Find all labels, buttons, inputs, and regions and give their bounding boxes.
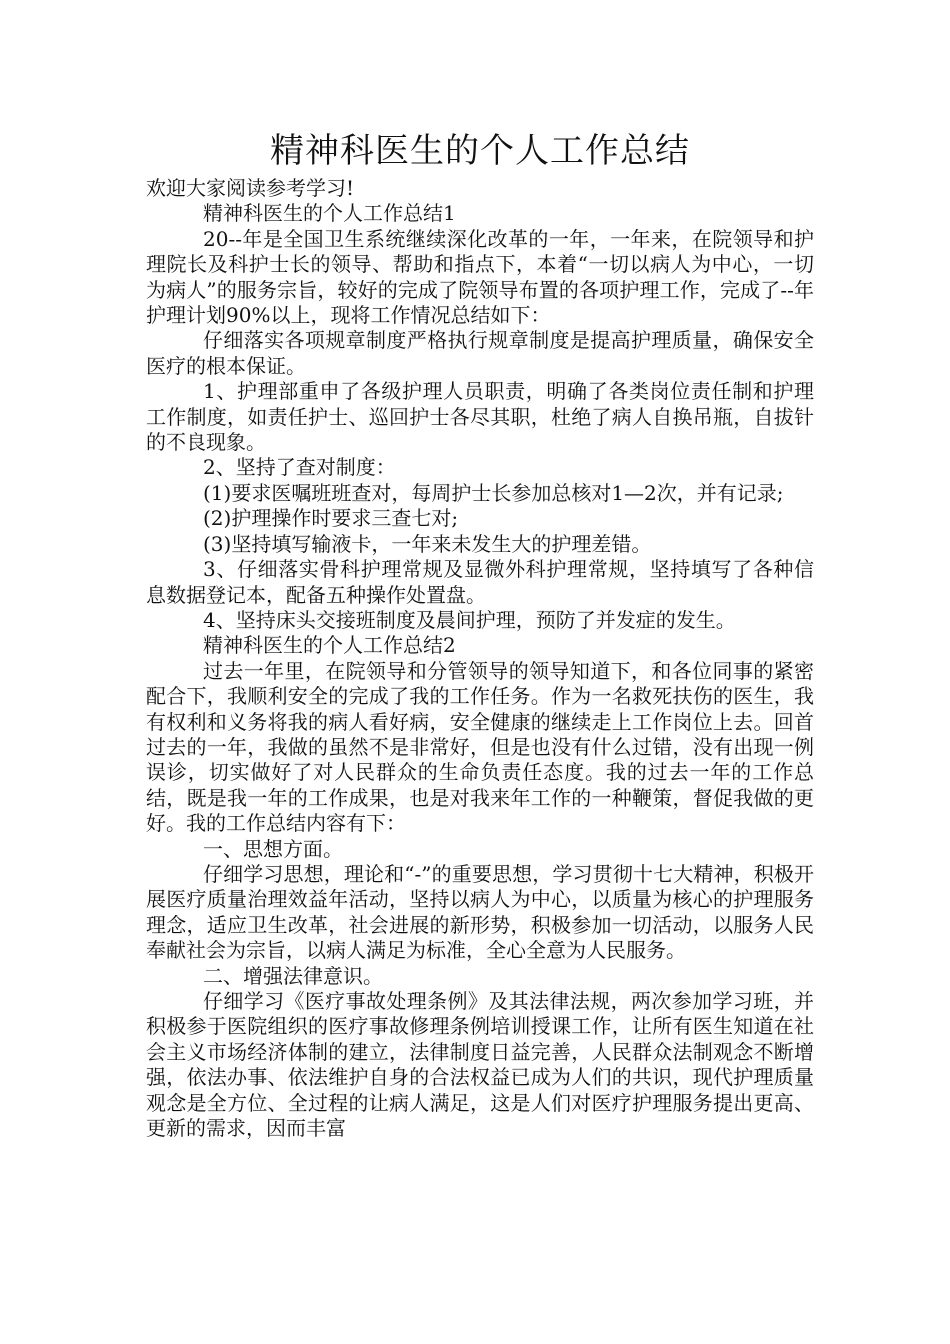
paragraph: 20--年是全国卫生系统继续深化改革的一年，一年来，在院领导和护理院长及科护士长的领导、帮助和指点下，本着“一切以病人为中心，一切为病人”的服务宗旨，较好的完成了院领导布置的各项护理工作，完成了--年护理计划90%以上，现将工作情况总结如下：: [146, 226, 814, 328]
paragraph: 精神科医生的个人工作总结1: [203, 201, 456, 226]
paragraph: 4、坚持床头交接班制度及晨间护理，预防了并发症的发生。: [203, 607, 736, 632]
paragraph: 过去一年里，在院领导和分管领导的领导知道下，和各位同事的紧密配合下，我顺利安全的完成了我的工作任务。作为一名救死扶伤的医生，我有权利和义务将我的病人看好病，安全健康的继续走上工作岗位上去。回首过去的一年，我做的虽然不是非常好，但是也没有什么过错，没有出现一例误诊，切实做好了对人民群众的生命负责任态度。我的过去一年的工作总结，既是我一年的工作成果，也是对我来年工作的一种鞭策，督促我做的更好。我的工作总结内容有下：: [146, 658, 814, 836]
document-title: 精神科医生的个人工作总结: [270, 131, 690, 171]
paragraph: 2、坚持了查对制度：: [203, 455, 396, 480]
paragraph: 3、仔细落实骨科护理常规及显微外科护理常规，坚持填写了各种信息数据登记本，配备五种操作处置盘。: [146, 557, 814, 607]
paragraph: 精神科医生的个人工作总结2: [203, 633, 456, 658]
paragraph: 欢迎大家阅读参考学习!: [146, 176, 355, 200]
paragraph: 仔细学习思想，理论和“-”的重要思想，学习贯彻十七大精神，积极开展医疗质量治理效益年活动，坚持以病人为中心，以质量为核心的护理服务理念，适应卫生改革，社会进展的新形势，积极参加一切活动，以服务人民奉献社会为宗旨，以病人满足为标准，全心全意为人民服务。: [146, 861, 814, 963]
paragraph: (1)要求医嘱班班查对，每周护士长参加总核对1—2次，并有记录;: [203, 480, 784, 505]
paragraph: (3)坚持填写输液卡，一年来未发生大的护理差错。: [203, 531, 652, 556]
paragraph: (2)护理操作时要求三查七对;: [203, 506, 459, 531]
paragraph: 仔细落实各项规章制度严格执行规章制度是提高护理质量，确保安全医疗的根本保证。: [146, 328, 814, 378]
paragraph: 1、护理部重申了各级护理人员职责，明确了各类岗位责任制和护理工作制度，如责任护士、巡回护士各尽其职，杜绝了病人自换吊瓶，自拔针的不良现象。: [146, 379, 814, 455]
paragraph: 仔细学习《医疗事故处理条例》及其法律法规，两次参加学习班，并积极参于医院组织的医疗事故修理条例培训授课工作，让所有医生知道在社会主义市场经济体制的建立，法律制度日益完善，人民群众法制观念不断增强，依法办事、依法维护自身的合法权益已成为人们的共识，现代护理质量观念是全方位、全过程的让病人满足，这是人们对医疗护理服务提出更高、更新的需求，因而丰富: [146, 989, 814, 1141]
document-body: [146, 176, 814, 1141]
paragraph: 二、增强法律意识。: [203, 963, 383, 988]
paragraph: 一、思想方面。: [203, 836, 343, 861]
document-page: [146, 128, 814, 1141]
